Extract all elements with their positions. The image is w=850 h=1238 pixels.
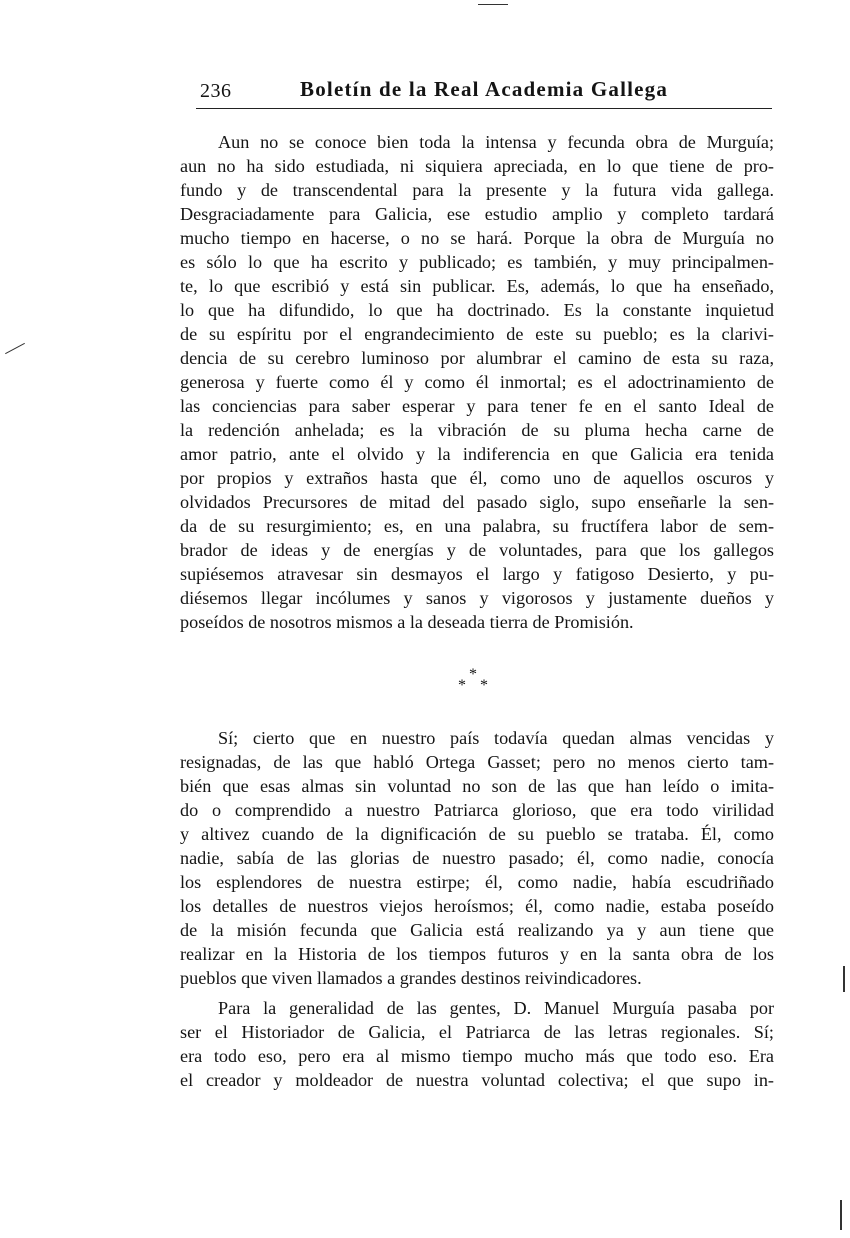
scan-mark [840,1200,842,1230]
text-line: generosa y fuerte como él y como él inmortal; es el adoctrinamiento de [180,372,774,392]
running-title: Boletín de la Real Academia Gallega [300,77,669,101]
asterism-star: * [480,677,488,694]
text-line: los detalles de nuestros viejos heroísmos; él, como nadie, estaba poseído [180,896,774,916]
text-line: nadie, sabía de las glorias de nuestro pasado; él, como nadie, conocía [180,848,774,868]
text-line: aun no ha sido estudiada, ni siquiera apreciada, en lo que tiene de pro- [180,156,774,176]
text-line: de la misión fecunda que Galicia está realizando ya y aun tiene que [180,920,774,940]
asterism-star: * [469,666,477,683]
text-line: resignadas, de las que habló Ortega Gasset; pero no menos cierto tam- [180,752,774,772]
text-line: ser el Historiador de Galicia, el Patriarca de las letras regionales. Sí; [180,1022,774,1042]
text-line: bién que esas almas sin voluntad no son de las que han leído o imita- [180,776,774,796]
text-line: lo que ha difundido, lo que ha doctrinado. Es la constante inquietud [180,300,774,320]
page-header [196,74,772,109]
text-line: supiésemos atravesar sin desmayos el largo y fatigoso Desierto, y pu- [180,564,774,584]
asterism-star: * [458,677,466,694]
text-line: la redención anhelada; es la vibración de su pluma hecha carne de [180,420,774,440]
text-line: diésemos llegar incólumes y sanos y vigorosos y justamente dueños y [180,588,774,608]
text-line: pueblos que viven llamados a grandes destinos reivindicadores. [180,968,642,988]
text-line: las conciencias para saber esperar y para tener fe en el santo Ideal de [180,396,774,416]
text-line: fundo y de transcendental para la presente y la futura vida gallega. [180,180,774,200]
text-line: poseídos de nosotros mismos a la deseada tierra de Promisión. [180,612,634,632]
text-line: el creador y moldeador de nuestra voluntad colectiva; el que supo in- [180,1070,774,1090]
text-line: realizar en la Historia de los tiempos futuros y en la santa obra de los [180,944,774,964]
text-line: Sí; cierto que en nuestro país todavía quedan almas vencidas y [218,728,774,748]
scan-mark [478,4,508,5]
page-number: 236 [200,80,232,102]
section-asterism [458,666,490,698]
text-line: dencia de su cerebro luminoso por alumbrar el camino de esta su raza, [180,348,774,368]
text-line: era todo eso, pero era al mismo tiempo mucho más que todo eso. Era [180,1046,774,1066]
text-line: olvidados Precursores de mitad del pasado siglo, supo enseñarle la sen- [180,492,774,512]
text-line: de su espíritu por el engrandecimiento de este su pueblo; es la clarivi- [180,324,774,344]
text-line: brador de ideas y de energías y de voluntades, para que los gallegos [180,540,774,560]
text-line: do o comprendido a nuestro Patriarca glorioso, que era todo virilidad [180,800,774,820]
text-line: Para la generalidad de las gentes, D. Manuel Murguía pasaba por [218,998,774,1018]
scan-mark [843,966,845,992]
text-line: Desgraciadamente para Galicia, ese estudio amplio y completo tardará [180,204,774,224]
text-line: Aun no se conoce bien toda la intensa y fecunda obra de Murguía; [218,132,774,152]
text-line: amor patrio, ante el olvido y la indiferencia en que Galicia era tenida [180,444,774,464]
text-line: y altivez cuando de la dignificación de su pueblo se trataba. Él, como [180,824,774,844]
text-line: te, lo que escribió y está sin publicar. Es, además, lo que ha enseñado, [180,276,774,296]
scan-mark [5,343,25,354]
text-line: da de su resurgimiento; es, en una palabra, su fructífera labor de sem- [180,516,774,536]
text-line: es sólo lo que ha escrito y publicado; es también, y muy principalmen- [180,252,774,272]
text-line: los esplendores de nuestra estirpe; él, como nadie, había escudriñado [180,872,774,892]
text-line: mucho tiempo en hacerse, o no se hará. Porque la obra de Murguía no [180,228,774,248]
text-line: por propios y extraños hasta que él, como uno de aquellos oscuros y [180,468,774,488]
